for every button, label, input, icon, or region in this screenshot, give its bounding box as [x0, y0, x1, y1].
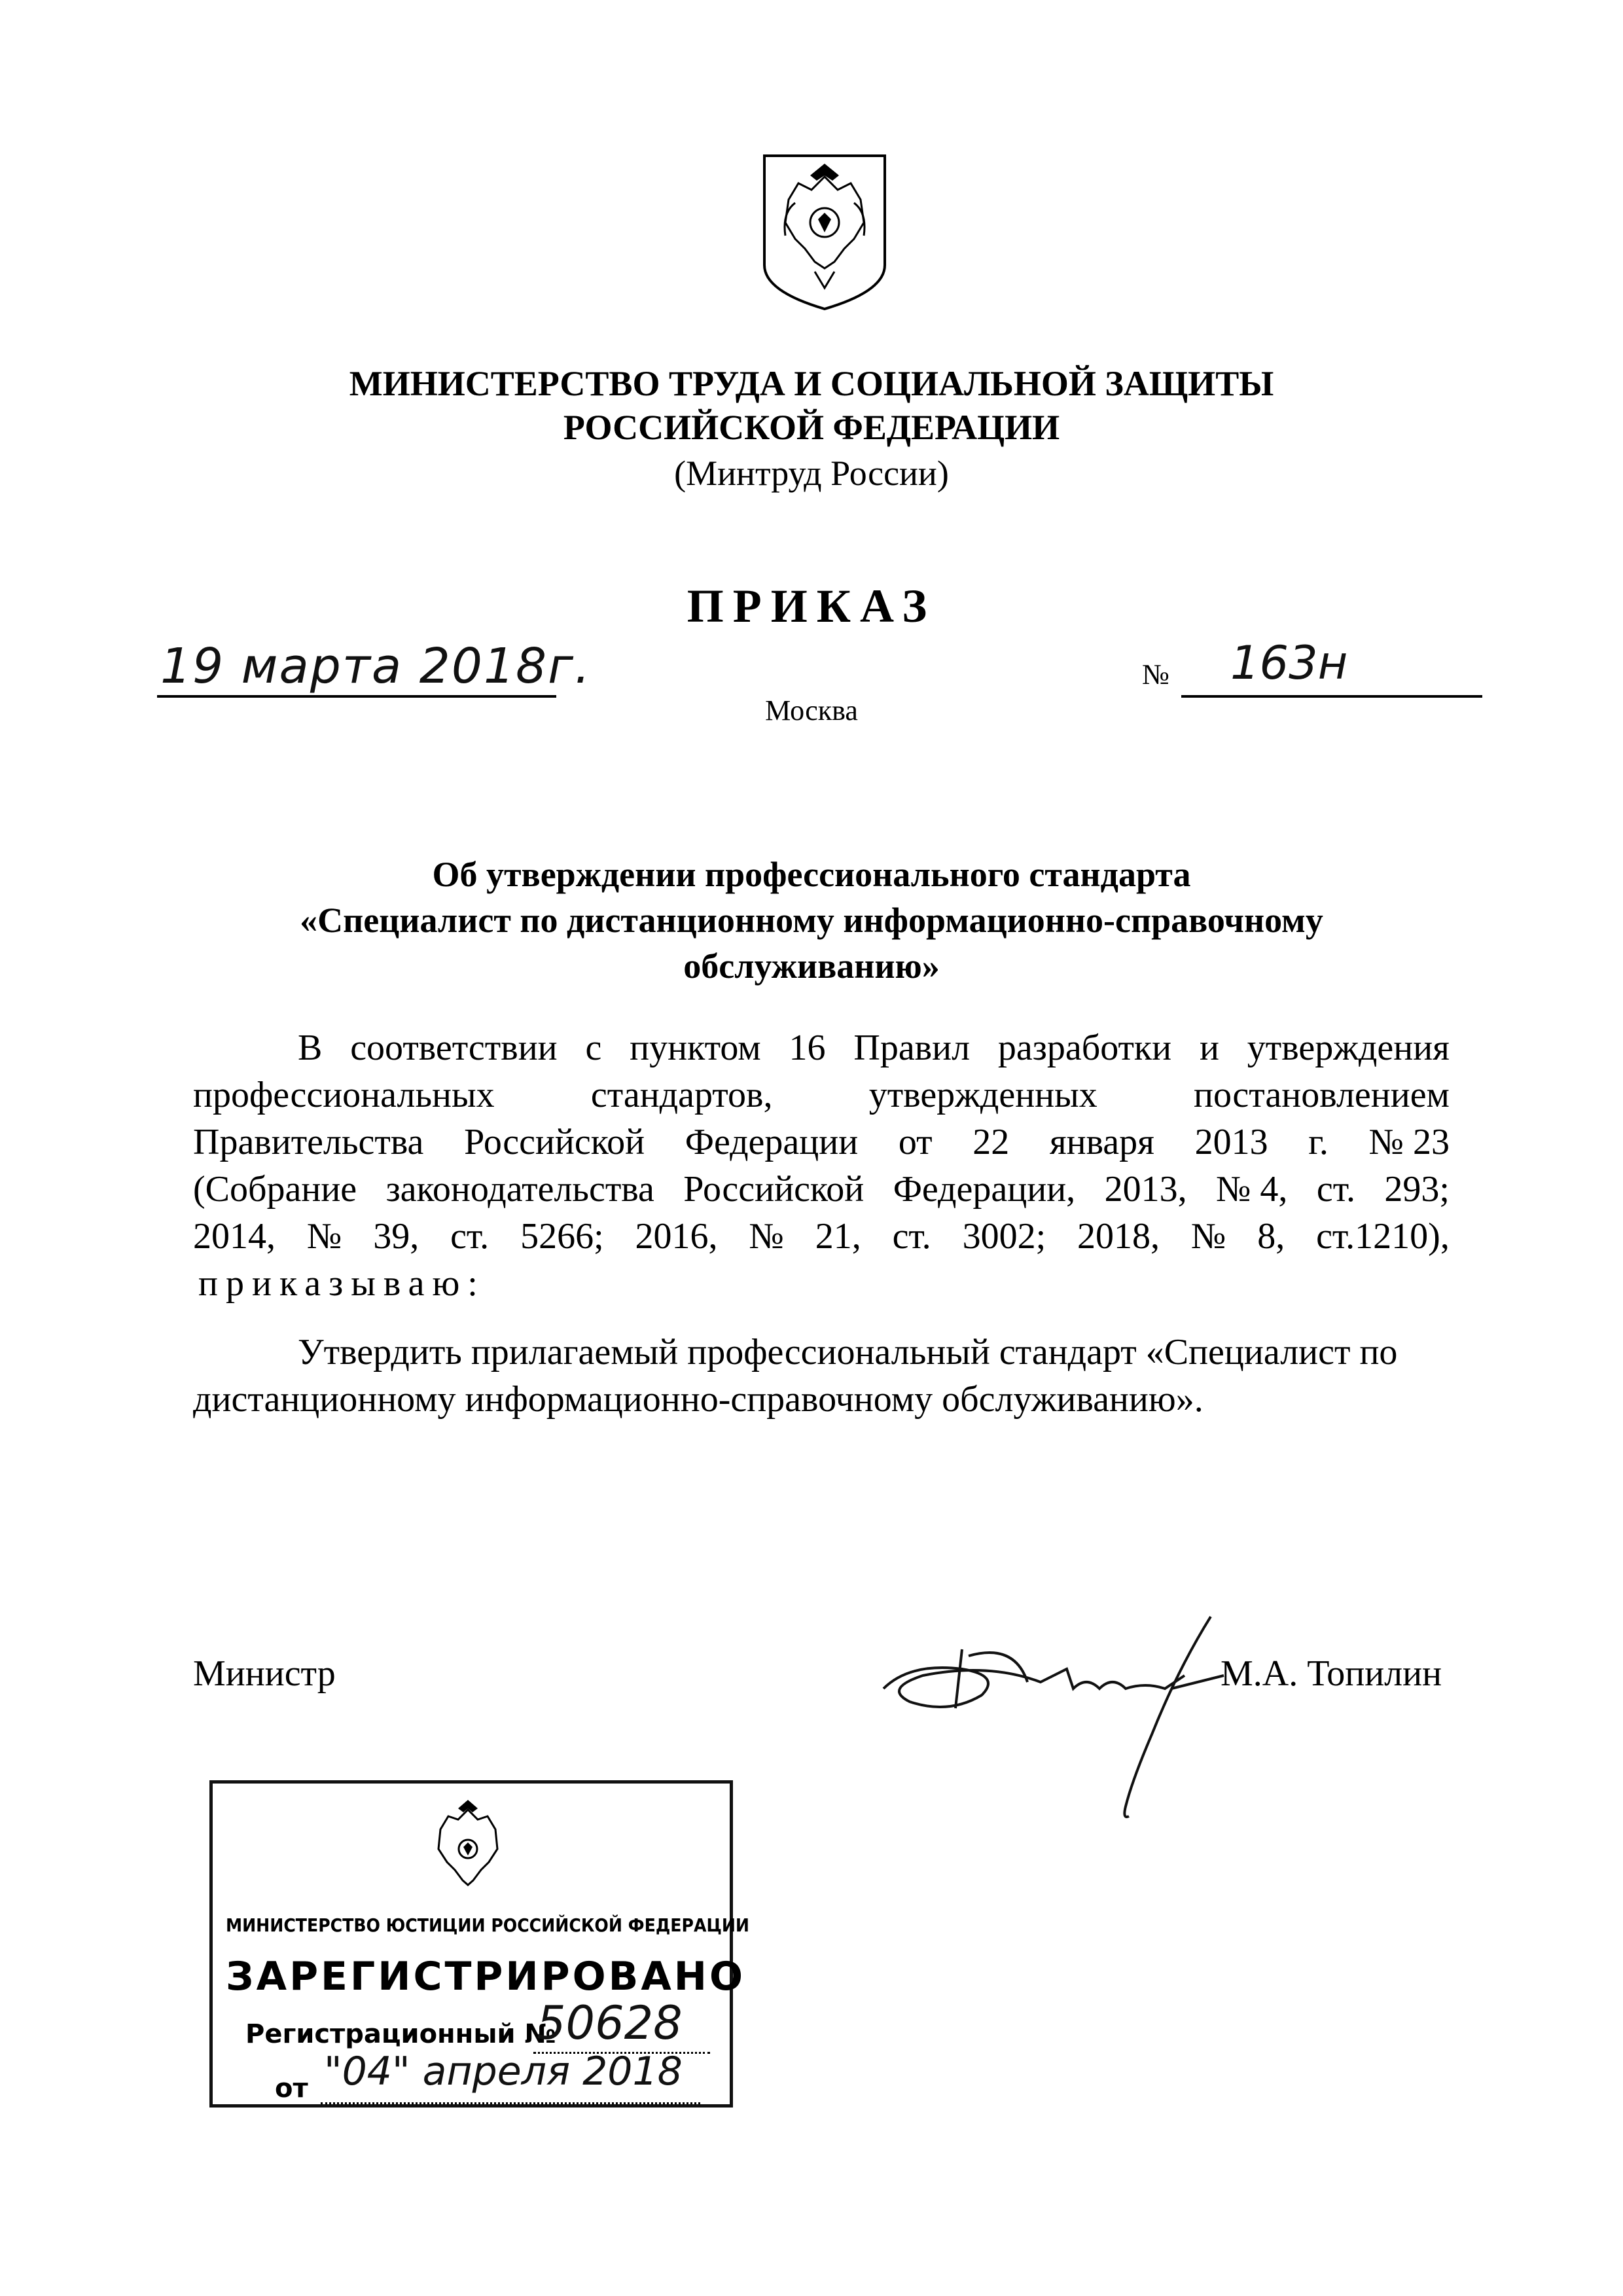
word: с	[585, 1028, 602, 1068]
word: 2013	[1194, 1122, 1268, 1162]
word: Федерации	[685, 1122, 859, 1162]
word: постановлением	[1194, 1075, 1450, 1115]
subject-line1: Об утверждении профессионального стандарта	[432, 855, 1191, 894]
word: утвержденных	[868, 1075, 1097, 1115]
word: 16	[789, 1028, 826, 1068]
para2-line1: Утвердить прилагаемый профессиональный стандарт «Специалист по	[298, 1332, 1398, 1372]
stamp-coat-of-arms-icon	[422, 1797, 514, 1895]
word: 2014,	[193, 1216, 276, 1257]
word: № 23	[1368, 1122, 1450, 1162]
word: профессиональных	[193, 1075, 495, 1115]
word: (Собрание	[193, 1169, 357, 1210]
para1-line	[193, 1166, 1450, 1213]
order-title: ПРИКАЗ	[687, 580, 936, 632]
order-city: Москва	[765, 694, 858, 726]
word: от	[898, 1122, 933, 1162]
word: № 4,	[1216, 1169, 1288, 1210]
stamp-date-underline	[321, 2102, 700, 2104]
word: 8,	[1257, 1216, 1285, 1257]
word: В	[298, 1028, 323, 1068]
command-word: приказываю:	[198, 1263, 486, 1304]
para1-line	[193, 1119, 1450, 1166]
order-date: 19 марта 2018г.	[160, 638, 592, 694]
stamp-ministry: МИНИСТЕРСТВО ЮСТИЦИИ РОССИЙСКОЙ ФЕДЕРАЦИИ	[226, 1914, 749, 1936]
word: Российской	[464, 1122, 645, 1162]
word: ст.	[892, 1216, 931, 1257]
stamp-reg-label: Регистрационный №	[245, 2019, 556, 2049]
signatory-name: М.А. Топилин	[1221, 1653, 1442, 1694]
word: Федерации,	[893, 1169, 1076, 1210]
word: ст.1210),	[1316, 1216, 1450, 1257]
word: Правительства	[193, 1122, 424, 1162]
stamp-reg-number: 50628	[537, 1996, 683, 2050]
subject-line2: «Специалист по дистанционному информационно-справочному	[300, 901, 1323, 940]
word: 293;	[1384, 1169, 1450, 1210]
stamp-date: "04" апреля 2018	[324, 2049, 683, 2094]
ministry-short-name: (Минтруд России)	[674, 454, 949, 493]
word: 39,	[373, 1216, 419, 1257]
signatory-position: Министр	[193, 1653, 336, 1694]
stamp-from-label: от	[275, 2073, 308, 2104]
word: №	[1190, 1216, 1226, 1257]
word: разработки	[997, 1028, 1172, 1068]
word: 21,	[815, 1216, 861, 1257]
order-number: 163н	[1230, 636, 1348, 690]
para1-line	[193, 1213, 1450, 1260]
word: января	[1049, 1122, 1154, 1162]
word: и	[1199, 1028, 1219, 1068]
para1-line	[193, 1071, 1450, 1119]
word: Российской	[683, 1169, 865, 1210]
ministry-name-line2: РОССИЙСКОЙ ФЕДЕРАЦИИ	[563, 408, 1060, 447]
word: законодательства	[385, 1169, 654, 1210]
word: соответствии	[350, 1028, 558, 1068]
word: №	[749, 1216, 784, 1257]
para2-line2: дистанционному информационно-справочному обслуживанию».	[193, 1379, 1204, 1420]
word: 2013,	[1104, 1169, 1187, 1210]
para1-line	[193, 1024, 1450, 1071]
word: №	[306, 1216, 342, 1257]
word: Правил	[853, 1028, 971, 1068]
body-paragraph-1	[193, 1024, 1450, 1307]
word: утверждения	[1247, 1028, 1450, 1068]
word: 5266;	[520, 1216, 604, 1257]
para1-command-line	[193, 1260, 1450, 1307]
word: 22	[972, 1122, 1010, 1162]
word: г.	[1308, 1122, 1329, 1162]
word: стандартов,	[590, 1075, 773, 1115]
body-paragraph-2	[193, 1329, 1450, 1423]
ministry-name-line1: МИНИСТЕРСТВО ТРУДА И СОЦИАЛЬНОЙ ЗАЩИТЫ	[349, 364, 1274, 403]
word: 3002;	[962, 1216, 1046, 1257]
stamp-registered: ЗАРЕГИСТРИРОВАНО	[226, 1954, 745, 2000]
handwritten-signature	[870, 1590, 1237, 1839]
word: ст.	[450, 1216, 490, 1257]
word: 2018,	[1077, 1216, 1160, 1257]
word: 2016,	[635, 1216, 718, 1257]
word: пунктом	[630, 1028, 761, 1068]
order-number-sign: №	[1142, 658, 1169, 691]
coat-of-arms-icon	[759, 151, 890, 314]
subject-line3: обслуживанию»	[683, 946, 940, 986]
word: ст.	[1316, 1169, 1355, 1210]
